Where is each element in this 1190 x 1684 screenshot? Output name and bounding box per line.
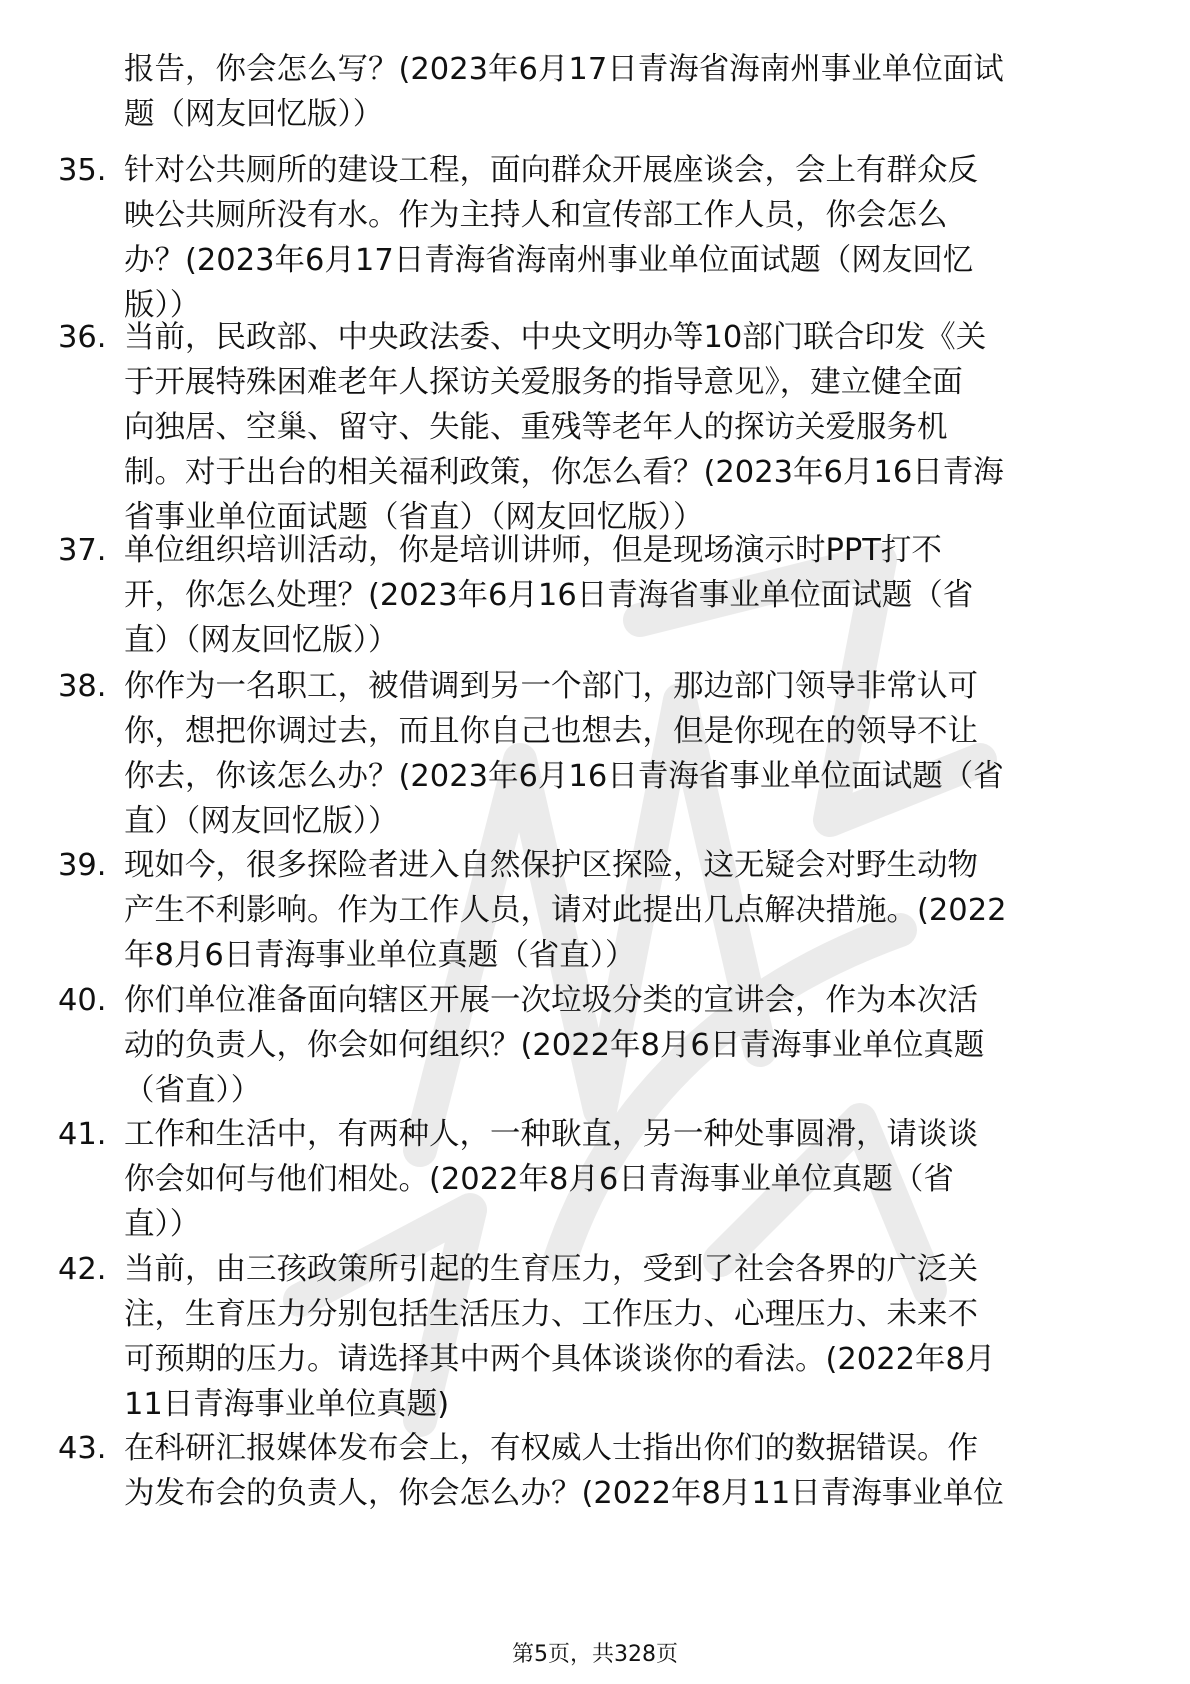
question-37 bbox=[58, 528, 1132, 663]
question-number: 37. bbox=[58, 533, 107, 568]
question-line: 现如今，很多探险者进入自然保护区探险，这无疑会对野生动物 bbox=[124, 848, 978, 883]
question-39 bbox=[58, 843, 1132, 978]
question-line: 单位组织培训活动，你是培训讲师，但是现场演示时PPT打不 bbox=[124, 533, 942, 568]
question-line: 映公共厕所没有水。作为主持人和宣传部工作人员，你会怎么 bbox=[124, 198, 948, 233]
question-line: 办？(2023年6月17日青海省海南州事业单位面试题（网友回忆 bbox=[124, 243, 974, 278]
question-line: 你去，你该怎么办？(2023年6月16日青海省事业单位面试题（省 bbox=[124, 759, 1004, 794]
question-line: 在科研汇报媒体发布会上，有权威人士指出你们的数据错误。作 bbox=[124, 1431, 978, 1466]
question-line: 针对公共厕所的建设工程，面向群众开展座谈会，会上有群众反 bbox=[124, 153, 978, 188]
question-number: 38. bbox=[58, 669, 107, 704]
question-line: 你们单位准备面向辖区开展一次垃圾分类的宣讲会，作为本次活 bbox=[124, 983, 978, 1018]
question-line: 向独居、空巢、留守、失能、重残等老年人的探访关爱服务机 bbox=[124, 410, 948, 445]
question-line: 产生不利影响。作为工作人员，请对此提出几点解决措施。(2022 bbox=[124, 893, 1007, 928]
question-36 bbox=[58, 315, 1132, 540]
question-38 bbox=[58, 664, 1132, 844]
question-line: 为发布会的负责人，你会怎么办？(2022年8月11日青海事业单位 bbox=[124, 1476, 1004, 1511]
question-line: 动的负责人，你会如何组织？(2022年8月6日青海事业单位真题 bbox=[124, 1028, 985, 1063]
question-line: 直）（网友回忆版）） bbox=[124, 623, 399, 658]
question-line: 注，生育压力分别包括生活压力、工作压力、心理压力、未来不 bbox=[124, 1297, 978, 1332]
question-number: 43. bbox=[58, 1431, 107, 1466]
question-41 bbox=[58, 1112, 1132, 1247]
question-line: 省事业单位面试题（省直）（网友回忆版）） bbox=[124, 500, 704, 535]
question-line: 你作为一名职工，被借调到另一个部门，那边部门领导非常认可 bbox=[124, 669, 978, 704]
question-number: 41. bbox=[58, 1117, 107, 1152]
question-line: 直）（网友回忆版）） bbox=[124, 804, 399, 839]
question-line: 报告，你会怎么写？(2023年6月17日青海省海南州事业单位面试 bbox=[124, 52, 1004, 87]
continued-question bbox=[58, 47, 1132, 137]
question-line: 题（网友回忆版）） bbox=[124, 97, 384, 132]
question-number: 40. bbox=[58, 983, 107, 1018]
question-line: （省直）） bbox=[124, 1073, 262, 1108]
question-42 bbox=[58, 1247, 1132, 1427]
question-number: 42. bbox=[58, 1252, 107, 1287]
question-line: 版）） bbox=[124, 288, 201, 323]
question-line: 当前，由三孩政策所引起的生育压力，受到了社会各界的广泛关 bbox=[124, 1252, 978, 1287]
question-line: 开，你怎么处理？(2023年6月16日青海省事业单位面试题（省 bbox=[124, 578, 974, 613]
question-line: 年8月6日青海事业单位真题（省直）） bbox=[124, 938, 636, 973]
question-43 bbox=[58, 1426, 1132, 1516]
question-number: 35. bbox=[58, 153, 107, 188]
question-number: 36. bbox=[58, 320, 107, 355]
question-line: 当前，民政部、中央政法委、中央文明办等10部门联合印发《关 bbox=[124, 320, 987, 355]
question-line: 工作和生活中，有两种人，一种耿直，另一种处事圆滑，请谈谈 bbox=[124, 1117, 978, 1152]
question-line: 可预期的压力。请选择其中两个具体谈谈你的看法。(2022年8月 bbox=[124, 1342, 996, 1377]
question-line: 于开展特殊困难老年人探访关爱服务的指导意见》，建立健全面 bbox=[124, 365, 963, 400]
question-40 bbox=[58, 978, 1132, 1113]
question-35 bbox=[58, 148, 1132, 328]
question-line: 制。对于出台的相关福利政策，你怎么看？(2023年6月16日青海 bbox=[124, 455, 1004, 490]
question-line: 11日青海事业单位真题) bbox=[124, 1387, 450, 1422]
question-line: 你，想把你调过去，而且你自己也想去，但是你现在的领导不让 bbox=[124, 714, 978, 749]
question-number: 39. bbox=[58, 848, 107, 883]
question-line: 直）） bbox=[124, 1207, 201, 1242]
question-line: 你会如何与他们相处。(2022年8月6日青海事业单位真题（省 bbox=[124, 1162, 954, 1197]
page-footer: 第5页，共328页 bbox=[512, 1642, 678, 1667]
